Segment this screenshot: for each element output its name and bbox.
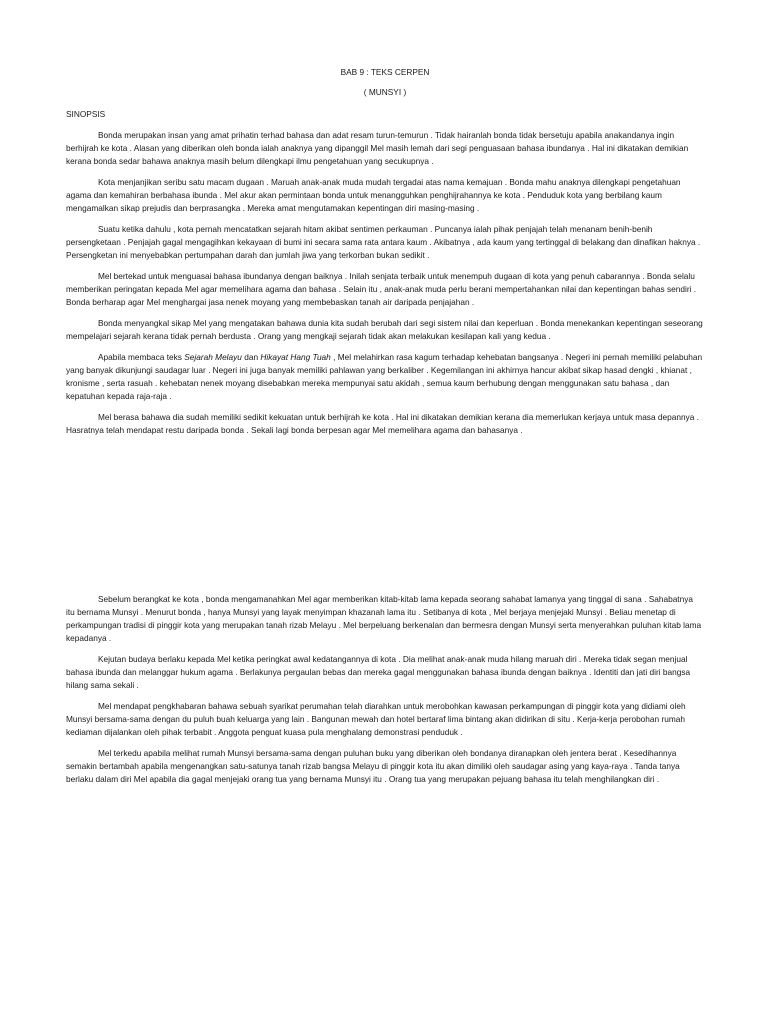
paragraph-with-titles: [66, 351, 704, 403]
synopsis-block-1: [66, 129, 704, 437]
paragraph: Bonda merupakan insan yang amat prihatin terhad bahasa dan adat resam turun-temurun . Tidak hairanlah bonda tidak bersetuju apabila anakandanya ingin berhijrah ke kota . Alasan yang diberikan oleh bonda ialah anaknya yang dipanggil Mel masih lemah dari segi penguasaan bahasa ibundanya . Hal ini dikatakan demikian kerana bonda sedar bahawa anaknya masih belum dilengkapi ilmu pengetahuan yang secukupnya .: [66, 130, 689, 166]
synopsis-block-2: [66, 593, 704, 786]
paragraph: Suatu ketika dahulu , kota pernah mencatatkan sejarah hitam akibat sentimen perkauman . Puncanya ialah pihak penjajah telah menanam benih-benih persengketaan . Penjajah gagal mengagihkan kekayaan di bumi ini secara sama rata antara kaum . Akibatnya , ada kaum yang tertinggal di belakang dan dinafikan haknya . Persengketan ini menyebabkan pertumpahan darah dan jumlah jiwa yang terkorban bukan sedikit .: [66, 224, 701, 260]
book-title-hikayat-hang-tuah: Hikayat Hang Tuah: [260, 352, 331, 362]
paragraph: Mel terkedu apabila melihat rumah Munsyi bersama-sama dengan puluhan buku yang diberikan oleh bondanya diranapkan oleh jentera berat . Kesedihannya semakin bertambah apabila mengenangkan satu-satunya tanah rizab bangsa Melayu di pinggir kota itu akan dimiliki oleh saudagar asing yang kaya-raya . Tanda tanya berlaku dalam diri Mel apabila dia gagal menjejaki orang tua yang bernama Munsyi itu . Orang tua yang merupakan pejuang bahasa itu telah menghilangkan diri .: [66, 748, 680, 784]
paragraph: Mel berasa bahawa dia sudah memiliki sedikit kekuatan untuk berhijrah ke kota . Hal ini dikatakan demikian kerana dia memerlukan kerjaya untuk masa depannya . Hasratnya telah mendapat restu daripada bonda . Sekali lagi bonda berpesan agar Mel memelihara agama dan bahasanya .: [66, 412, 699, 435]
story-title: ( MUNSYI ): [363, 87, 407, 97]
book-title-sejarah-melayu: Sejarah Melayu: [184, 352, 242, 362]
blank-gap: [66, 445, 704, 593]
paragraph: Mel bertekad untuk menguasai bahasa ibundanya dengan baiknya . Inilah senjata terbaik untuk menempuh dugaan di kota yang penuh cabarannya . Bonda selalu memberikan peringatan kepada Mel agar memelihara agama dan bahasa . Selain itu , anak-anak muda perlu berani mempertahankan nilai dan kepentingan bahas sendiri . Bonda berharap agar Mel menghargai jasa nenek moyang yang membebaskan tanah air daripada penjajahan .: [66, 271, 697, 307]
text-segment: , Mel melahirkan rasa kagum terhadap kehebatan bangsanya . Negeri ini pernah memiliki pelabuhan yang banyak dikunjungi saudagar luar . Negeri ini juga banyak memiliki pahlawan yang berkaliber . Kegemilangan ini akhirnya hancur akibat sikap hasad dengki , khianat , kronisme , serta rasuah . kehebatan nenek moyang disebabkan mereka mempunyai satu akidah , semua kaum berhubung dengan menggunakan satu bahasa , dan kepatuhan kepada raja-raja .: [66, 352, 703, 401]
text-segment: Apabila membaca teks: [98, 352, 185, 362]
paragraph: Sebelum berangkat ke kota , bonda mengamanahkan Mel agar memberikan kitab-kitab lama kepada seorang sahabat lamanya yang tinggal di sana . Sahabatnya itu bernama Munsyi . Menurut bonda , hanya Munsyi yang layak menyimpan khazanah lama itu . Setibanya di kota , Mel berjaya menjejaki Munsyi . Beliau menetap di perkampungan tradisi di pinggir kota yang merupakan tanah rizab Melayu . Mel berpeluang berkenalan dan bermesra dengan Munsyi serta menyerahkan puluhan kitab lama kepadanya .: [66, 594, 702, 643]
paragraph: Bonda menyangkal sikap Mel yang mengatakan bahawa dunia kita sudah berubah dari segi sistem nilai dan keperluan . Bonda menekankan kepentingan seseorang mempelajari sejarah kerana tidak pernah berdusta . Orang yang mengkaji sejarah tidak akan melakukan kesilapan kali yang kedua .: [66, 318, 703, 341]
paragraph: Mel mendapat pengkhabaran bahawa sebuah syarikat perumahan telah diarahkan untuk merobohkan kawasan perkampungan di pinggir kota yang didiami oleh Munsyi bersama-sama dengan du puluh buah keluarga yang lain . Bangunan mewah dan hotel bertaraf lima bintang akan didirikan di situ . Kerja-kerja perobohan rumah kediaman dijalankan oleh pihak terbabit . Anggota penguat kuasa pula menghalang demonstrasi penduduk .: [66, 701, 686, 737]
text-segment: dan: [241, 352, 261, 362]
chapter-title: BAB 9 : TEKS CERPEN: [340, 67, 430, 77]
paragraph: Kota menjanjikan seribu satu macam dugaan . Maruah anak-anak muda mudah tergadai atas nama kemajuan . Bonda mahu anaknya dilengkapi pengetahuan agama dan kemahiran berbahasa ibunda . Mel akur akan permintaan bonda untuk menangguhkan penghijrahannya ke kota . Penduduk kota yang berbilang kaum mengamalkan sikap prejudis dan berprasangka . Mereka amat mengutamakan kepentingan diri masing-masing .: [66, 177, 681, 213]
paragraph: Kejutan budaya berlaku kepada Mel ketika peringkat awal kedatangannya di kota . Dia melihat anak-anak muda hilang maruah diri . Mereka tidak segan menjual bahasa ibunda dan melanggar hukum agama . Berlakunya pergaulan bebas dan mereka gagal menggunakan bahasa ibunda dengan baiknya . Identiti dan jati diri bangsa hilang sama sekali .: [66, 654, 691, 690]
section-label: SINOPSIS: [66, 109, 106, 119]
